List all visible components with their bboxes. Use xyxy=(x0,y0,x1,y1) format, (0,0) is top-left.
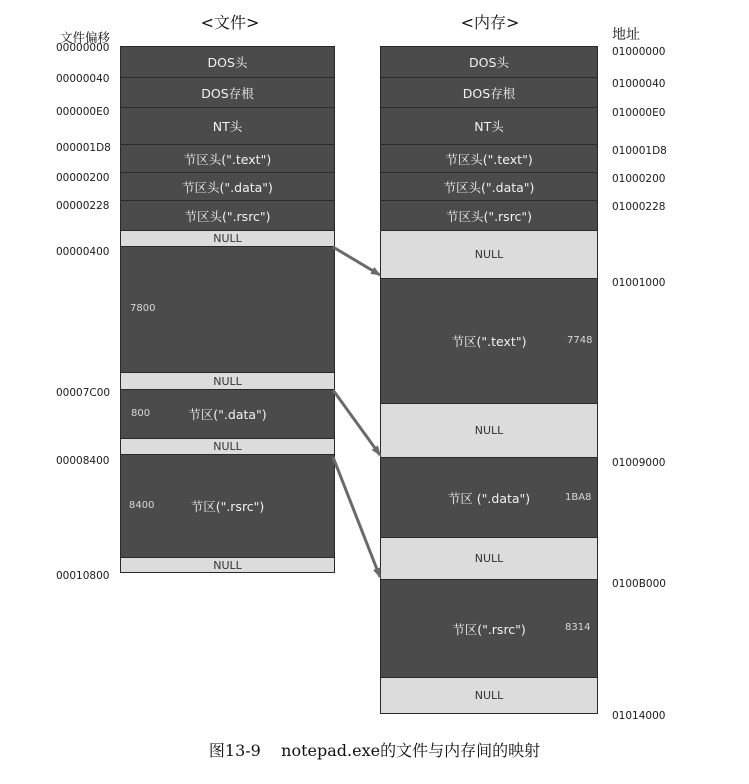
block-label: 节区(".text") xyxy=(451,334,527,349)
block-label: NULL xyxy=(213,558,242,572)
block-label: NT头 xyxy=(212,119,243,134)
file-offset-label: 000000E0 xyxy=(56,106,110,118)
block-label: NT头 xyxy=(474,119,504,134)
block-label: 节区 (".data") xyxy=(447,490,531,506)
memory-address-label: 01001000 xyxy=(612,277,666,289)
file-offset-label: 00008400 xyxy=(56,455,110,467)
block-label: 节区头(".text") xyxy=(183,151,272,167)
file-offset-label: 00000200 xyxy=(56,172,110,184)
memory-address-label: 01000040 xyxy=(612,78,666,90)
memory-address-label: 01000200 xyxy=(612,173,666,185)
block-size: 8314 xyxy=(565,622,591,633)
block-label: 节区(".rsrc") xyxy=(452,621,526,637)
memory-address-label: 01000000 xyxy=(612,46,666,58)
block-label: DOS存根 xyxy=(201,85,254,101)
file-column-header: <文件> xyxy=(200,13,260,32)
file-offset-header: 文件偏移 xyxy=(60,30,111,45)
memory-address-label: 0100B000 xyxy=(612,578,666,590)
block-size: 8400 xyxy=(129,500,155,511)
file-offset-label: 00000228 xyxy=(56,200,110,212)
file-offset-label: 00000400 xyxy=(56,246,110,258)
block-label: DOS头 xyxy=(207,55,248,70)
block-size: 7800 xyxy=(130,303,156,314)
block-label: NULL xyxy=(213,232,242,245)
file-offset-label: 00000000 xyxy=(56,42,110,54)
block-size: 1BA8 xyxy=(565,492,592,503)
memory-address-label: 010001D8 xyxy=(612,145,667,157)
data-section-mapping-arrow xyxy=(333,390,380,455)
memory-address-label: 01000228 xyxy=(612,201,666,213)
figure-caption: 图13-9 notepad.exe的文件与内存间的映射 xyxy=(208,741,541,760)
block-label: 节区头(".data") xyxy=(182,179,273,195)
block-label: 节区头(".rsrc") xyxy=(445,208,533,224)
block-label: 节区(".rsrc") xyxy=(190,499,265,514)
block-label: 节区头(".rsrc") xyxy=(184,208,271,224)
block-label: NULL xyxy=(474,424,504,437)
memory-address-label: 01014000 xyxy=(612,710,666,722)
block-label: DOS存根 xyxy=(462,85,516,101)
memory-address-label: 01009000 xyxy=(612,457,666,469)
block-label: NULL xyxy=(474,552,504,565)
block-label: NULL xyxy=(474,689,504,702)
address-header: 地址 xyxy=(612,27,640,43)
block-label: NULL xyxy=(213,440,242,453)
file-offset-label: 00010800 xyxy=(56,570,110,582)
memory-address-label: 010000E0 xyxy=(612,107,666,119)
block-label: 节区(".data") xyxy=(188,407,267,422)
text-section-mapping-arrow xyxy=(333,247,380,275)
block-size: 800 xyxy=(131,408,151,419)
block-size: 7748 xyxy=(567,335,593,346)
block-label: NULL xyxy=(474,248,504,261)
block-label: 节区头(".data") xyxy=(443,179,535,195)
file-offset-label: 00000040 xyxy=(56,73,110,85)
block-label: 节区头(".text") xyxy=(445,151,533,167)
rsrc-section-mapping-arrow xyxy=(333,457,380,577)
file-offset-label: 00007C00 xyxy=(56,387,111,399)
memory-column-header: <内存> xyxy=(460,13,520,32)
block-label: NULL xyxy=(213,374,242,388)
block-label: DOS头 xyxy=(469,55,509,70)
file-offset-label: 000001D8 xyxy=(56,142,111,154)
